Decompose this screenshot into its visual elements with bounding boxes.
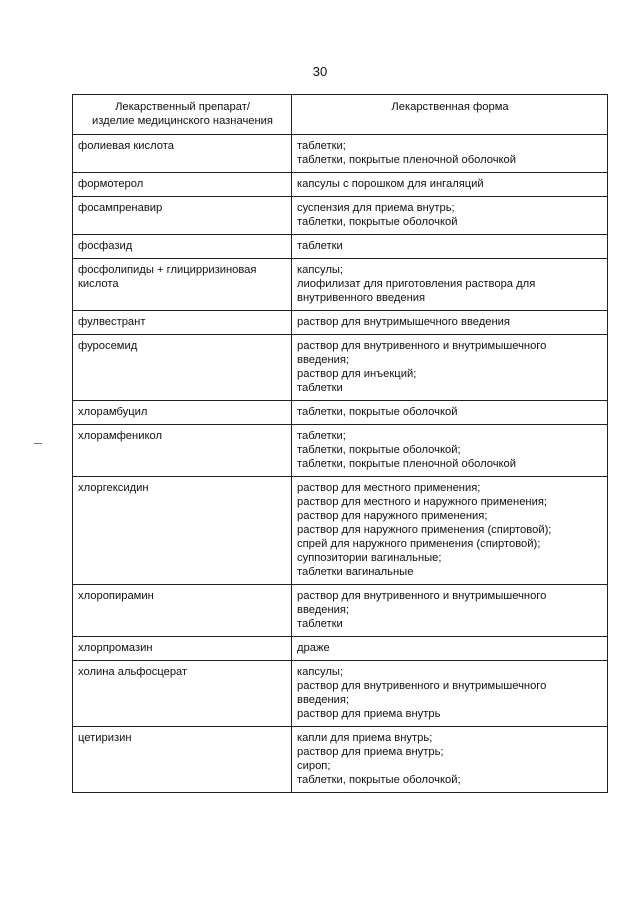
table-header bbox=[73, 95, 608, 135]
dosage-form-line: капсулы; bbox=[297, 264, 344, 276]
drug-name: фолиевая кислота bbox=[78, 140, 174, 152]
dosage-form-line: суппозитории вагинальные; bbox=[297, 552, 442, 564]
table-row bbox=[73, 197, 608, 235]
dosage-form-line: раствор для наружного применения (спиртовой); bbox=[297, 524, 552, 536]
header-dosage-form bbox=[292, 95, 608, 135]
table-row bbox=[73, 235, 608, 259]
drug-name: хлорамбуцил bbox=[78, 406, 148, 418]
dosage-form-line: сироп; bbox=[297, 760, 331, 772]
dosage-form-line: капсулы; bbox=[297, 666, 344, 678]
dosage-form-line: введения; bbox=[297, 354, 350, 366]
dosage-form-line: капли для приема внутрь; bbox=[297, 732, 433, 744]
dosage-form-line: таблетки, покрытые оболочкой bbox=[297, 216, 458, 228]
dosage-form-cell bbox=[292, 585, 608, 637]
drug-name: фосфолипиды + глицирризиновая кислота bbox=[78, 264, 257, 290]
dosage-form-line: раствор для внутривенного и внутримышечного bbox=[297, 340, 547, 352]
dosage-form-cell bbox=[292, 727, 608, 793]
table-row bbox=[73, 425, 608, 477]
drug-name: цетиризин bbox=[78, 732, 132, 744]
drug-name-cell bbox=[73, 477, 292, 585]
dosage-form-line: раствор для наружного применения; bbox=[297, 510, 488, 522]
drug-name: фулвестрант bbox=[78, 316, 146, 328]
drug-name-cell bbox=[73, 425, 292, 477]
table-row bbox=[73, 477, 608, 585]
table-row bbox=[73, 259, 608, 311]
drug-table bbox=[72, 94, 608, 793]
dosage-form-line: введения; bbox=[297, 694, 350, 706]
dosage-form-line: внутривенного введения bbox=[297, 292, 426, 304]
dosage-form-cell bbox=[292, 401, 608, 425]
dosage-form-cell bbox=[292, 311, 608, 335]
table-row bbox=[73, 335, 608, 401]
dosage-form-cell bbox=[292, 173, 608, 197]
header-drug-name-line: Лекарственный препарат/ bbox=[115, 101, 250, 113]
drug-name-cell bbox=[73, 135, 292, 173]
dosage-form-line: введения; bbox=[297, 604, 350, 616]
table-row bbox=[73, 401, 608, 425]
drug-name: фосфазид bbox=[78, 240, 133, 252]
drug-name: холина альфосцерат bbox=[78, 666, 188, 678]
dosage-form-line: раствор для местного и наружного применения; bbox=[297, 496, 548, 508]
dosage-form-line: раствор для внутривенного и внутримышечного bbox=[297, 680, 547, 692]
dosage-form-cell bbox=[292, 235, 608, 259]
drug-name: хлорпромазин bbox=[78, 642, 153, 654]
table-body bbox=[73, 135, 608, 793]
dosage-form-cell bbox=[292, 197, 608, 235]
drug-name-cell bbox=[73, 661, 292, 727]
drug-name-cell bbox=[73, 727, 292, 793]
dosage-form-cell bbox=[292, 425, 608, 477]
table-row bbox=[73, 585, 608, 637]
dosage-form-cell bbox=[292, 477, 608, 585]
dosage-form-cell bbox=[292, 259, 608, 311]
dosage-form-line: раствор для инъекций; bbox=[297, 368, 417, 380]
dosage-form-line: таблетки bbox=[297, 618, 343, 630]
dosage-form-line: раствор для внутримышечного введения bbox=[297, 316, 510, 328]
drug-name-cell bbox=[73, 401, 292, 425]
dosage-form-line: таблетки; bbox=[297, 140, 346, 152]
header-dosage-form-line: Лекарственная форма bbox=[391, 101, 509, 113]
page-number: 30 bbox=[312, 64, 328, 79]
dosage-form-line: раствор для приема внутрь; bbox=[297, 746, 444, 758]
dosage-form-line: раствор для внутривенного и внутримышечного bbox=[297, 590, 547, 602]
header-drug-name-line: изделие медицинского назначения bbox=[92, 115, 273, 127]
dosage-form-line: таблетки, покрытые оболочкой bbox=[297, 406, 458, 418]
drug-name: хлорамфеникол bbox=[78, 430, 162, 442]
dosage-form-line: драже bbox=[297, 642, 330, 654]
table-row bbox=[73, 135, 608, 173]
dosage-form-line: таблетки, покрытые оболочкой; bbox=[297, 774, 461, 786]
dosage-form-line: таблетки bbox=[297, 240, 343, 252]
dosage-form-line: раствор для местного применения; bbox=[297, 482, 481, 494]
drug-name-cell bbox=[73, 173, 292, 197]
table-row bbox=[73, 727, 608, 793]
dosage-form-line: раствор для приема внутрь bbox=[297, 708, 441, 720]
dosage-form-line: таблетки, покрытые пленочной оболочкой bbox=[297, 154, 517, 166]
dosage-form-line: спрей для наружного применения (спиртовой); bbox=[297, 538, 541, 550]
table-row bbox=[73, 173, 608, 197]
header-drug-name bbox=[73, 95, 292, 135]
drug-name-cell bbox=[73, 259, 292, 311]
drug-name: фосампренавир bbox=[78, 202, 163, 214]
drug-name-cell bbox=[73, 335, 292, 401]
dosage-form-cell bbox=[292, 661, 608, 727]
drug-name: хлоргексидин bbox=[78, 482, 149, 494]
header-row bbox=[73, 95, 608, 135]
table-row bbox=[73, 637, 608, 661]
drug-name-cell bbox=[73, 197, 292, 235]
drug-name-cell bbox=[73, 585, 292, 637]
dosage-form-cell bbox=[292, 335, 608, 401]
dosage-form-line: таблетки, покрытые пленочной оболочкой bbox=[297, 458, 517, 470]
table-row bbox=[73, 661, 608, 727]
drug-name-cell bbox=[73, 235, 292, 259]
margin-mark bbox=[34, 443, 42, 444]
dosage-form-cell bbox=[292, 637, 608, 661]
dosage-form-line: капсулы с порошком для ингаляций bbox=[297, 178, 484, 190]
dosage-form-line: суспензия для приема внутрь; bbox=[297, 202, 455, 214]
dosage-form-line: таблетки bbox=[297, 382, 343, 394]
drug-name: хлоропирамин bbox=[78, 590, 154, 602]
dosage-form-cell bbox=[292, 135, 608, 173]
dosage-form-line: лиофилизат для приготовления раствора для bbox=[297, 278, 536, 290]
dosage-form-line: таблетки вагинальные bbox=[297, 566, 414, 578]
dosage-form-line: таблетки; bbox=[297, 430, 346, 442]
drug-name: формотерол bbox=[78, 178, 144, 190]
table-row bbox=[73, 311, 608, 335]
drug-name: фуросемид bbox=[78, 340, 138, 352]
dosage-form-line: таблетки, покрытые оболочкой; bbox=[297, 444, 461, 456]
drug-name-cell bbox=[73, 637, 292, 661]
drug-name-cell bbox=[73, 311, 292, 335]
